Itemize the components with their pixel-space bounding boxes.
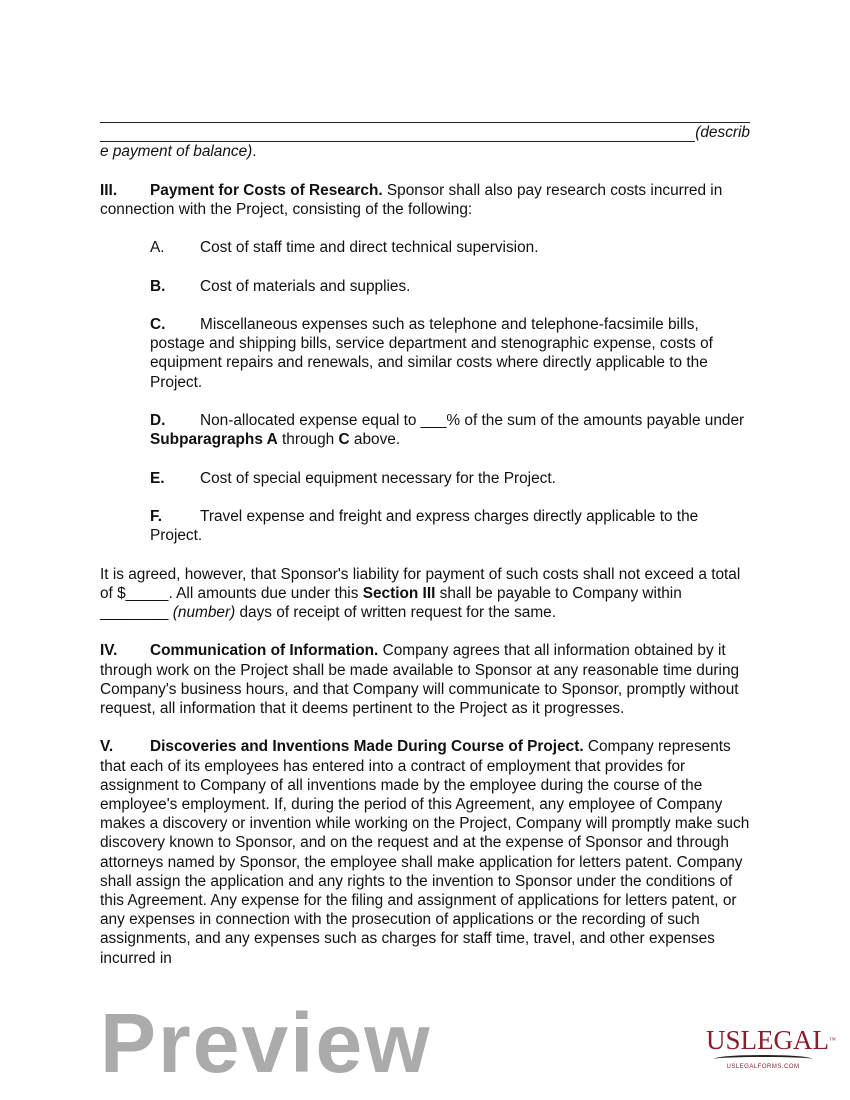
payment-note-start: (describ (695, 123, 750, 141)
bold-text: C (338, 431, 350, 449)
paragraph-label: V. (100, 738, 114, 756)
text: Miscellaneous expenses such as telephone and telephone-facsimile bills, postage and shipping bills, service department and stenographic expense, costs of equipment repairs and renewals, and similar costs where directly applicable to the Project. (150, 315, 713, 391)
paragraph-label: D. (150, 411, 166, 429)
paragraph-label: IV. (100, 642, 118, 660)
document-body (100, 106, 750, 987)
text: Sponsor shall also pay research costs incurred in connection with the Project, consisting of the following: (100, 181, 723, 218)
section-paragraph (100, 737, 750, 967)
list-item (100, 507, 750, 545)
period: . (252, 143, 257, 161)
section-paragraph (100, 641, 750, 718)
text: Cost of staff time and direct technical supervision. (200, 239, 539, 257)
bold-text: Communication of Information. (150, 642, 379, 660)
bold-text: Discoveries and Inventions Made During Course of Project. (150, 738, 584, 756)
preview-watermark: Preview (100, 996, 432, 1090)
paragraphs (100, 181, 750, 968)
blank-line-with-note (100, 123, 750, 142)
paragraph-label: E. (150, 469, 165, 487)
text: shall be payable to Company within ________ (100, 584, 682, 621)
paragraph-label: F. (150, 507, 162, 525)
section-paragraph (100, 181, 750, 219)
list-item (100, 238, 750, 257)
trademark-symbol: ™ (829, 1036, 836, 1044)
eagle-icon (714, 1055, 812, 1063)
text: Cost of materials and supplies. (200, 277, 411, 295)
list-item (100, 277, 750, 296)
text: Company agrees that all information obtained by it through work on the Project shall be made available to Sponsor at any reasonable time during Company's business hours, and that Company will communicate to Sponsor, promptly without request, all information that it deems pertinent to the Project as it progresses. (100, 642, 740, 717)
text: Travel expense and freight and express charges directly applicable to the Project. (150, 507, 699, 545)
bold-text: Payment for Costs of Research. (150, 181, 383, 199)
list-item (100, 315, 750, 392)
paragraph-label: B. (150, 277, 166, 295)
paragraph-label: A. (150, 239, 165, 257)
bold-text: Subparagraphs A (150, 431, 278, 449)
text: Cost of special equipment necessary for the Project. (200, 469, 556, 487)
list-item (100, 469, 750, 488)
text: days of receipt of written request for the same. (235, 603, 556, 621)
logo-brand-text: USLEGAL (706, 1025, 829, 1055)
payment-note-end (100, 142, 750, 161)
text: Company represents that each of its employees has entered into a contract of employment that provides for assignment to Company of all inventions made by the employee during the course of the employee's employment. If, during the period of this Agreement, any employee of Company makes a discovery or invention while working on the Project, Company will promptly make such discovery known to Sponsor, and on the request and at the expense of Sponsor and through attorneys named by Sponsor, the employee shall make application for letters patent. Company shall assign the application and any rights to the invention to Sponsor under the conditions of this Agreement. Any expense for the filing and assignment of applications for letters patent, or any expenses in connection with the prosecution of applications or the recording of such assignments, and any expenses such as charges for staff time, travel, and other expenses incurred in (100, 738, 750, 967)
bold-text: Section III (362, 584, 436, 602)
logo-url: USLEGALFORMS.COM (726, 1064, 800, 1070)
blank-line (100, 106, 750, 123)
italic-text: (number) (172, 603, 236, 621)
logo-brand (706, 1025, 836, 1055)
text: through (277, 431, 339, 449)
paragraph-label: C. (150, 315, 166, 333)
paragraph-label: III. (100, 181, 118, 199)
blank-line (100, 126, 695, 142)
paragraph (100, 565, 750, 623)
text: above. (349, 431, 401, 449)
uslegal-logo (706, 1025, 836, 1070)
text: Non-allocated expense equal to ___% of the sum of the amounts payable under (200, 411, 745, 429)
payment-note-text: e payment of balance) (100, 143, 253, 161)
text: It is agreed, however, that Sponsor's liability for payment of such costs shall not exceed a total of $_____. All amounts due under this (100, 565, 741, 602)
list-item (100, 411, 750, 449)
